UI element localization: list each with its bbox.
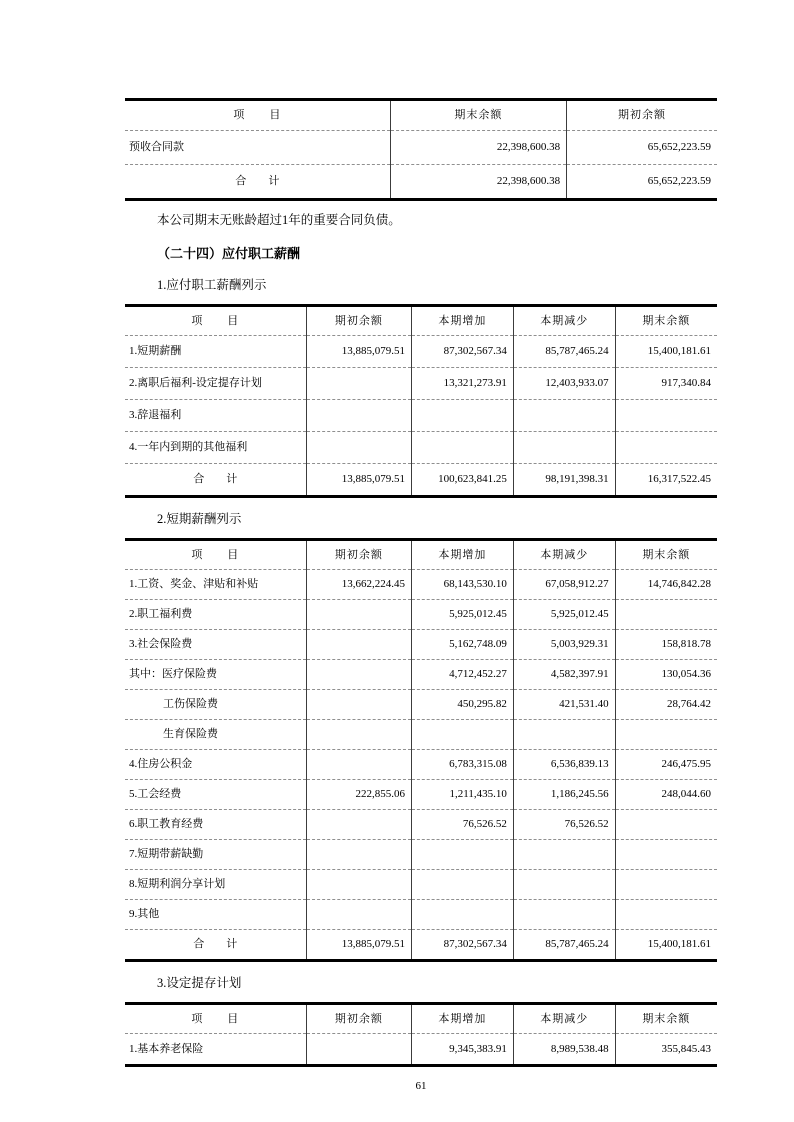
cell-value: 13,662,224.45 xyxy=(306,570,411,600)
cell-value xyxy=(615,900,717,930)
header-row xyxy=(125,540,717,570)
column-header: 期末余额 xyxy=(615,540,717,570)
page-number: 61 xyxy=(415,1080,427,1092)
cell-item: 2.离职后福利-设定提存计划 xyxy=(125,368,306,400)
cell-value xyxy=(615,600,717,630)
column-header: 期末余额 xyxy=(615,306,717,336)
cell-value: 9,345,383.91 xyxy=(412,1034,514,1066)
cell-item: 合 计 xyxy=(125,930,306,961)
column-header: 本期减少 xyxy=(513,306,615,336)
contract-liabilities-table-grid xyxy=(125,98,717,201)
cell-value: 16,317,522.45 xyxy=(615,464,717,497)
cell-value xyxy=(513,432,615,464)
contract-liabilities-table xyxy=(125,98,717,201)
cell-value: 248,044.60 xyxy=(615,780,717,810)
cell-value: 6,783,315.08 xyxy=(412,750,514,780)
cell-value xyxy=(513,400,615,432)
table-row xyxy=(125,131,717,165)
cell-value xyxy=(306,750,411,780)
column-header: 期末余额 xyxy=(390,100,566,131)
cell-item: 3.辞退福利 xyxy=(125,400,306,432)
cell-value: 14,746,842.28 xyxy=(615,570,717,600)
cell-value: 5,925,012.45 xyxy=(513,600,615,630)
cell-item: 8.短期利润分享计划 xyxy=(125,870,306,900)
cell-value: 130,054.36 xyxy=(615,660,717,690)
table-row xyxy=(125,165,717,200)
cell-value xyxy=(306,432,411,464)
cell-item: 1.工资、奖金、津贴和补贴 xyxy=(125,570,306,600)
column-header: 期初余额 xyxy=(306,306,411,336)
cell-item: 其中：医疗保险费 xyxy=(125,660,306,690)
table-row xyxy=(125,400,717,432)
cell-value: 85,787,465.24 xyxy=(513,930,615,961)
column-header: 期初余额 xyxy=(306,540,411,570)
payroll-summary-table xyxy=(125,304,717,498)
cell-value: 6,536,839.13 xyxy=(513,750,615,780)
cell-value xyxy=(615,400,717,432)
cell-item: 4.住房公积金 xyxy=(125,750,306,780)
cell-value: 22,398,600.38 xyxy=(390,131,566,165)
header-row xyxy=(125,306,717,336)
cell-value: 68,143,530.10 xyxy=(412,570,514,600)
cell-value xyxy=(306,600,411,630)
defined-contribution-table xyxy=(125,1002,717,1067)
cell-value: 100,623,841.25 xyxy=(412,464,514,497)
table-row xyxy=(125,900,717,930)
cell-value xyxy=(306,368,411,400)
table-row xyxy=(125,630,717,660)
cell-value: 12,403,933.07 xyxy=(513,368,615,400)
column-header: 项 目 xyxy=(125,100,390,131)
cell-value xyxy=(615,870,717,900)
cell-value xyxy=(513,900,615,930)
table-row xyxy=(125,810,717,840)
cell-value: 8,989,538.48 xyxy=(513,1034,615,1066)
cell-value: 5,925,012.45 xyxy=(412,600,514,630)
cell-value xyxy=(412,870,514,900)
cell-value: 67,058,912.27 xyxy=(513,570,615,600)
cell-value xyxy=(513,720,615,750)
cell-value: 158,818.78 xyxy=(615,630,717,660)
cell-value: 87,302,567.34 xyxy=(412,336,514,368)
column-header: 期末余额 xyxy=(615,1004,717,1034)
payroll-summary-table-grid xyxy=(125,304,717,498)
cell-value xyxy=(306,720,411,750)
table-row xyxy=(125,1034,717,1066)
cell-value xyxy=(412,840,514,870)
cell-value: 4,712,452.27 xyxy=(412,660,514,690)
cell-value: 65,652,223.59 xyxy=(567,165,717,200)
cell-value xyxy=(513,870,615,900)
table-row xyxy=(125,840,717,870)
subsection-title-3: 3.设定提存计划 xyxy=(157,976,242,990)
table-row xyxy=(125,336,717,368)
cell-value: 917,340.84 xyxy=(615,368,717,400)
cell-item: 7.短期带薪缺勤 xyxy=(125,840,306,870)
cell-value xyxy=(306,840,411,870)
table-row xyxy=(125,870,717,900)
cell-value: 76,526.52 xyxy=(412,810,514,840)
cell-value: 355,845.43 xyxy=(615,1034,717,1066)
cell-value xyxy=(306,660,411,690)
cell-value: 87,302,567.34 xyxy=(412,930,514,961)
cell-item: 3.社会保险费 xyxy=(125,630,306,660)
table-row xyxy=(125,750,717,780)
cell-value: 22,398,600.38 xyxy=(390,165,566,200)
cell-value xyxy=(412,432,514,464)
cell-value xyxy=(306,1034,411,1066)
cell-value: 421,531.40 xyxy=(513,690,615,720)
short-term-compensation-table xyxy=(125,538,717,962)
cell-item: 生育保险费 xyxy=(125,720,306,750)
table-row xyxy=(125,570,717,600)
cell-item: 工伤保险费 xyxy=(125,690,306,720)
column-header: 项 目 xyxy=(125,540,306,570)
column-header: 本期增加 xyxy=(412,306,514,336)
cell-value xyxy=(412,720,514,750)
column-header: 本期减少 xyxy=(513,1004,615,1034)
cell-value: 1,186,245.56 xyxy=(513,780,615,810)
cell-item: 4.一年内到期的其他福利 xyxy=(125,432,306,464)
cell-value: 4,582,397.91 xyxy=(513,660,615,690)
cell-value xyxy=(306,400,411,432)
column-header: 项 目 xyxy=(125,1004,306,1034)
cell-value: 15,400,181.61 xyxy=(615,930,717,961)
cell-item: 预收合同款 xyxy=(125,131,390,165)
cell-item: 2.职工福利费 xyxy=(125,600,306,630)
cell-value: 13,321,273.91 xyxy=(412,368,514,400)
column-header: 项 目 xyxy=(125,306,306,336)
cell-item: 1.基本养老保险 xyxy=(125,1034,306,1066)
cell-value: 450,295.82 xyxy=(412,690,514,720)
table-row xyxy=(125,780,717,810)
cell-value: 98,191,398.31 xyxy=(513,464,615,497)
defined-contribution-table-grid xyxy=(125,1002,717,1067)
cell-value xyxy=(513,840,615,870)
cell-item: 9.其他 xyxy=(125,900,306,930)
cell-value: 1,211,435.10 xyxy=(412,780,514,810)
column-header: 本期增加 xyxy=(412,1004,514,1034)
table-row xyxy=(125,720,717,750)
cell-item: 1.短期薪酬 xyxy=(125,336,306,368)
cell-value: 13,885,079.51 xyxy=(306,464,411,497)
column-header: 期初余额 xyxy=(567,100,717,131)
cell-value: 65,652,223.59 xyxy=(567,131,717,165)
cell-item: 6.职工教育经费 xyxy=(125,810,306,840)
cell-value: 28,764.42 xyxy=(615,690,717,720)
table-row xyxy=(125,464,717,497)
cell-value: 76,526.52 xyxy=(513,810,615,840)
cell-value: 13,885,079.51 xyxy=(306,336,411,368)
column-header: 本期增加 xyxy=(412,540,514,570)
note-text: 本公司期末无账龄超过1年的重要合同负债。 xyxy=(157,213,401,227)
cell-value: 85,787,465.24 xyxy=(513,336,615,368)
cell-item: 5.工会经费 xyxy=(125,780,306,810)
table-row xyxy=(125,432,717,464)
cell-value: 5,003,929.31 xyxy=(513,630,615,660)
table-row xyxy=(125,690,717,720)
column-header: 期初余额 xyxy=(306,1004,411,1034)
cell-value xyxy=(615,720,717,750)
cell-value xyxy=(615,432,717,464)
short-term-compensation-table-grid xyxy=(125,538,717,962)
column-header: 本期减少 xyxy=(513,540,615,570)
subsection-title-1: 1.应付职工薪酬列示 xyxy=(157,278,267,292)
table-row xyxy=(125,930,717,961)
header-row xyxy=(125,100,717,131)
cell-value xyxy=(615,810,717,840)
table-row xyxy=(125,600,717,630)
table-row xyxy=(125,368,717,400)
cell-value xyxy=(306,870,411,900)
header-row xyxy=(125,1004,717,1034)
cell-value xyxy=(306,630,411,660)
section-heading: （二十四）应付职工薪酬 xyxy=(157,246,301,261)
cell-value: 246,475.95 xyxy=(615,750,717,780)
cell-value xyxy=(615,840,717,870)
cell-value: 5,162,748.09 xyxy=(412,630,514,660)
cell-item: 合 计 xyxy=(125,165,390,200)
cell-value: 15,400,181.61 xyxy=(615,336,717,368)
cell-value xyxy=(306,810,411,840)
cell-item: 合 计 xyxy=(125,464,306,497)
cell-value xyxy=(306,690,411,720)
cell-value xyxy=(306,900,411,930)
cell-value xyxy=(412,400,514,432)
table-row xyxy=(125,660,717,690)
cell-value xyxy=(412,900,514,930)
subsection-title-2: 2.短期薪酬列示 xyxy=(157,512,242,526)
cell-value: 13,885,079.51 xyxy=(306,930,411,961)
cell-value: 222,855.06 xyxy=(306,780,411,810)
